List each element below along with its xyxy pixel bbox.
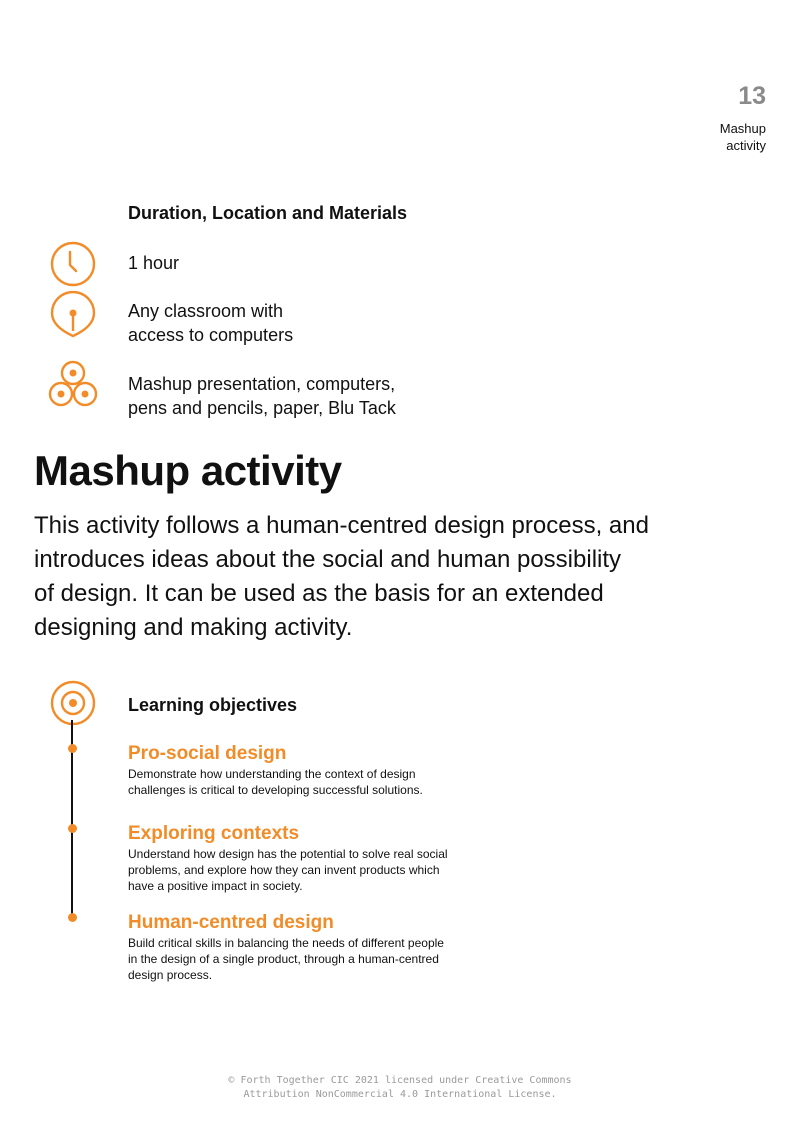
timeline-dot bbox=[68, 744, 77, 753]
intro-line: introduces ideas about the social and human possibility bbox=[34, 546, 622, 573]
objective-desc-line: Demonstrate how understanding the context of design bbox=[128, 767, 416, 781]
clock-icon bbox=[49, 240, 97, 288]
location-pin-icon bbox=[49, 291, 97, 339]
objective-desc-line: Build critical skills in balancing the needs of different people bbox=[128, 936, 444, 950]
objective-description bbox=[128, 935, 498, 983]
timeline-dot bbox=[68, 824, 77, 833]
section-label-line: activity bbox=[726, 138, 766, 153]
intro-paragraph bbox=[34, 509, 754, 645]
footer-line: Attribution NonCommercial 4.0 International License. bbox=[243, 1089, 557, 1100]
timeline-dot bbox=[68, 913, 77, 922]
intro-line: designing and making activity. bbox=[34, 614, 353, 641]
duration-text: 1 hour bbox=[128, 253, 180, 273]
objective-title: Pro-social design bbox=[128, 743, 287, 764]
location-line: Any classroom with bbox=[128, 301, 284, 321]
objective-desc-line: have a positive impact in society. bbox=[128, 879, 303, 893]
objective-description bbox=[128, 846, 498, 894]
details-heading: Duration, Location and Materials bbox=[128, 203, 408, 223]
objectives-heading: Learning objectives bbox=[128, 695, 298, 715]
page-section-label bbox=[646, 120, 766, 154]
objective-title: Human-centred design bbox=[128, 912, 334, 933]
intro-line: This activity follows a human-centred design process, and bbox=[34, 512, 649, 539]
objective-desc-line: Understand how design has the potential to solve real social bbox=[128, 847, 448, 861]
page-number: 13 bbox=[738, 82, 766, 110]
objective-desc-line: problems, and explore how they can invent products which bbox=[128, 863, 440, 877]
page-title: Mashup activity bbox=[34, 447, 342, 494]
location-line: access to computers bbox=[128, 325, 294, 345]
materials-line: pens and pencils, paper, Blu Tack bbox=[128, 398, 396, 418]
objective-title: Exploring contexts bbox=[128, 823, 300, 844]
section-label-line: Mashup bbox=[719, 121, 766, 136]
location-text bbox=[128, 299, 293, 347]
materials-circles-icon bbox=[48, 360, 98, 408]
footer-line: © Forth Together CIC 2021 licensed under Creative Commons bbox=[228, 1075, 572, 1086]
objective-desc-line: design process. bbox=[128, 968, 213, 982]
objective-desc-line: in the design of a single product, through a human-centred bbox=[128, 952, 439, 966]
license-footer bbox=[0, 1074, 800, 1102]
target-icon bbox=[49, 679, 97, 727]
intro-line: of design. It can be used as the basis for an extended bbox=[34, 580, 604, 607]
materials-text bbox=[128, 372, 396, 420]
objective-desc-line: challenges is critical to developing successful solutions. bbox=[128, 783, 423, 797]
objective-description bbox=[128, 766, 498, 798]
materials-line: Mashup presentation, computers, bbox=[128, 374, 396, 394]
